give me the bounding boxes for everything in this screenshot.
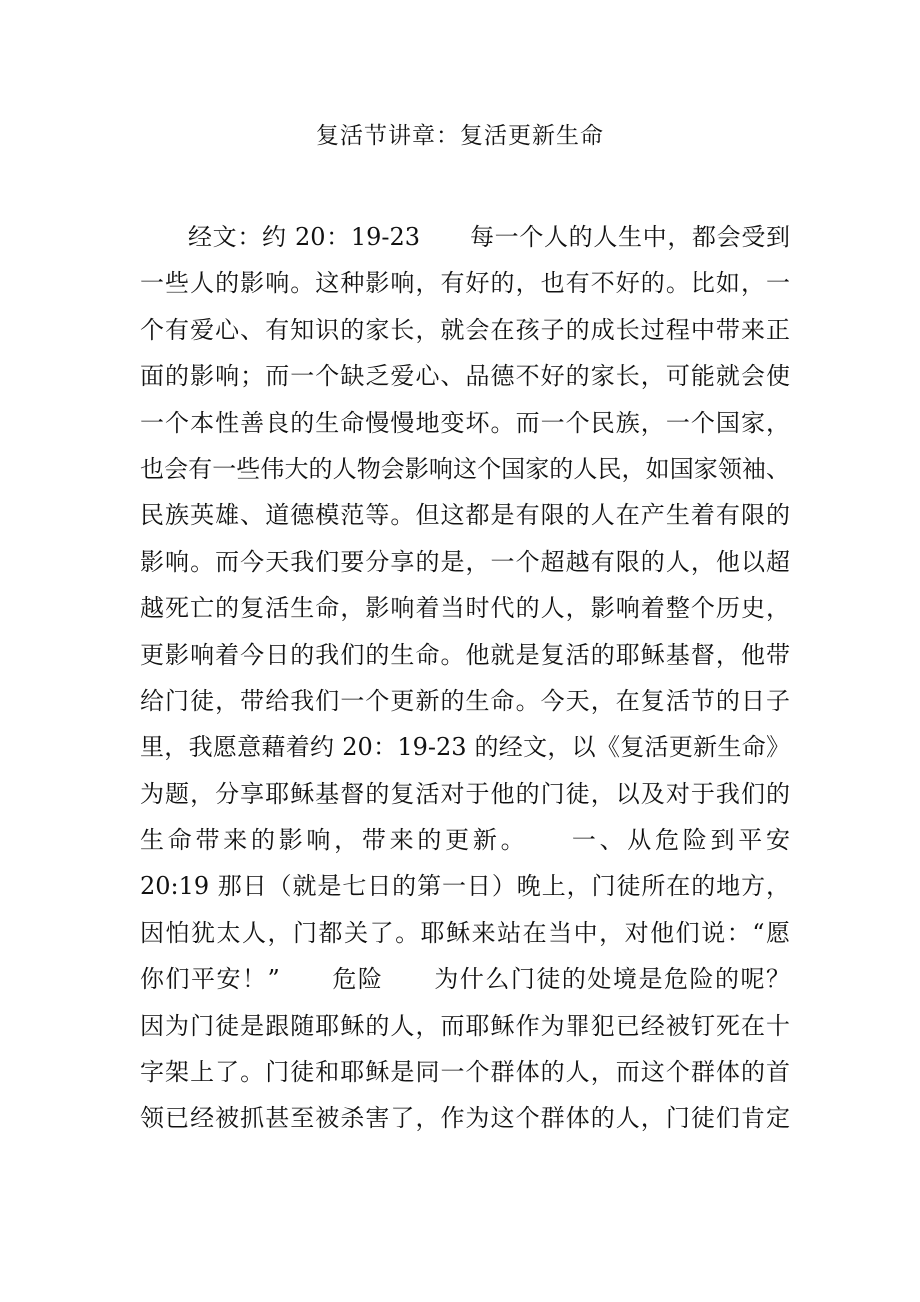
text-line: 领已经被抓甚至被杀害了，作为这个群体的人，门徒们肯定 <box>140 1104 790 1133</box>
text-line: 你们平安！” 危险 为什么门徒的处境是危险的呢？ <box>140 965 790 994</box>
text-line: 更影响着今日的我们的生命。他就是复活的耶稣基督，他带 <box>140 640 790 669</box>
text-line: 生命带来的影响，带来的更新。 一、从危险到平安 <box>140 826 790 855</box>
text-line: 里，我愿意藉着约 20：19-23 的经文，以《复活更新生命》 <box>140 733 790 762</box>
text-line: 给门徒，带给我们一个更新的生命。今天，在复活节的日子 <box>140 686 790 715</box>
text-line: 经文：约 20：19-23 每一个人的人生中，都会受到 <box>188 223 790 251</box>
text-line: 影响。而今天我们要分享的是，一个超越有限的人，他以超 <box>140 547 790 576</box>
text-line: 个有爱心、有知识的家长，就会在孩子的成长过程中带来正 <box>140 315 790 344</box>
document-title: 复活节讲章：复活更新生命 <box>316 123 604 149</box>
text-line: 一些人的影响。这种影响，有好的，也有不好的。比如，一 <box>140 269 790 298</box>
text-line: 因怕犹太人，门都关了。耶稣来站在当中，对他们说：“愿 <box>140 918 790 947</box>
document-body <box>140 214 790 1142</box>
text-line: 字架上了。门徒和耶稣是同一个群体的人，而这个群体的首 <box>140 1058 790 1087</box>
text-line: 因为门徒是跟随耶稣的人，而耶稣作为罪犯已经被钉死在十 <box>140 1011 790 1040</box>
text-line: 一个本性善良的生命慢慢地变坏。而一个民族，一个国家， <box>140 408 790 437</box>
text-line: 也会有一些伟大的人物会影响这个国家的人民，如国家领袖、 <box>140 454 790 483</box>
text-line: 面的影响；而一个缺乏爱心、品德不好的家长，可能就会使 <box>140 362 790 391</box>
text-line: 20:19 那日（就是七日的第一日）晚上，门徒所在的地方， <box>140 872 790 901</box>
text-line: 越死亡的复活生命，影响着当时代的人，影响着整个历史， <box>140 594 790 623</box>
text-line: 民族英雄、道德模范等。但这都是有限的人在产生着有限的 <box>140 501 790 530</box>
text-line: 为题，分享耶稣基督的复活对于他的门徒，以及对于我们的 <box>140 779 790 808</box>
